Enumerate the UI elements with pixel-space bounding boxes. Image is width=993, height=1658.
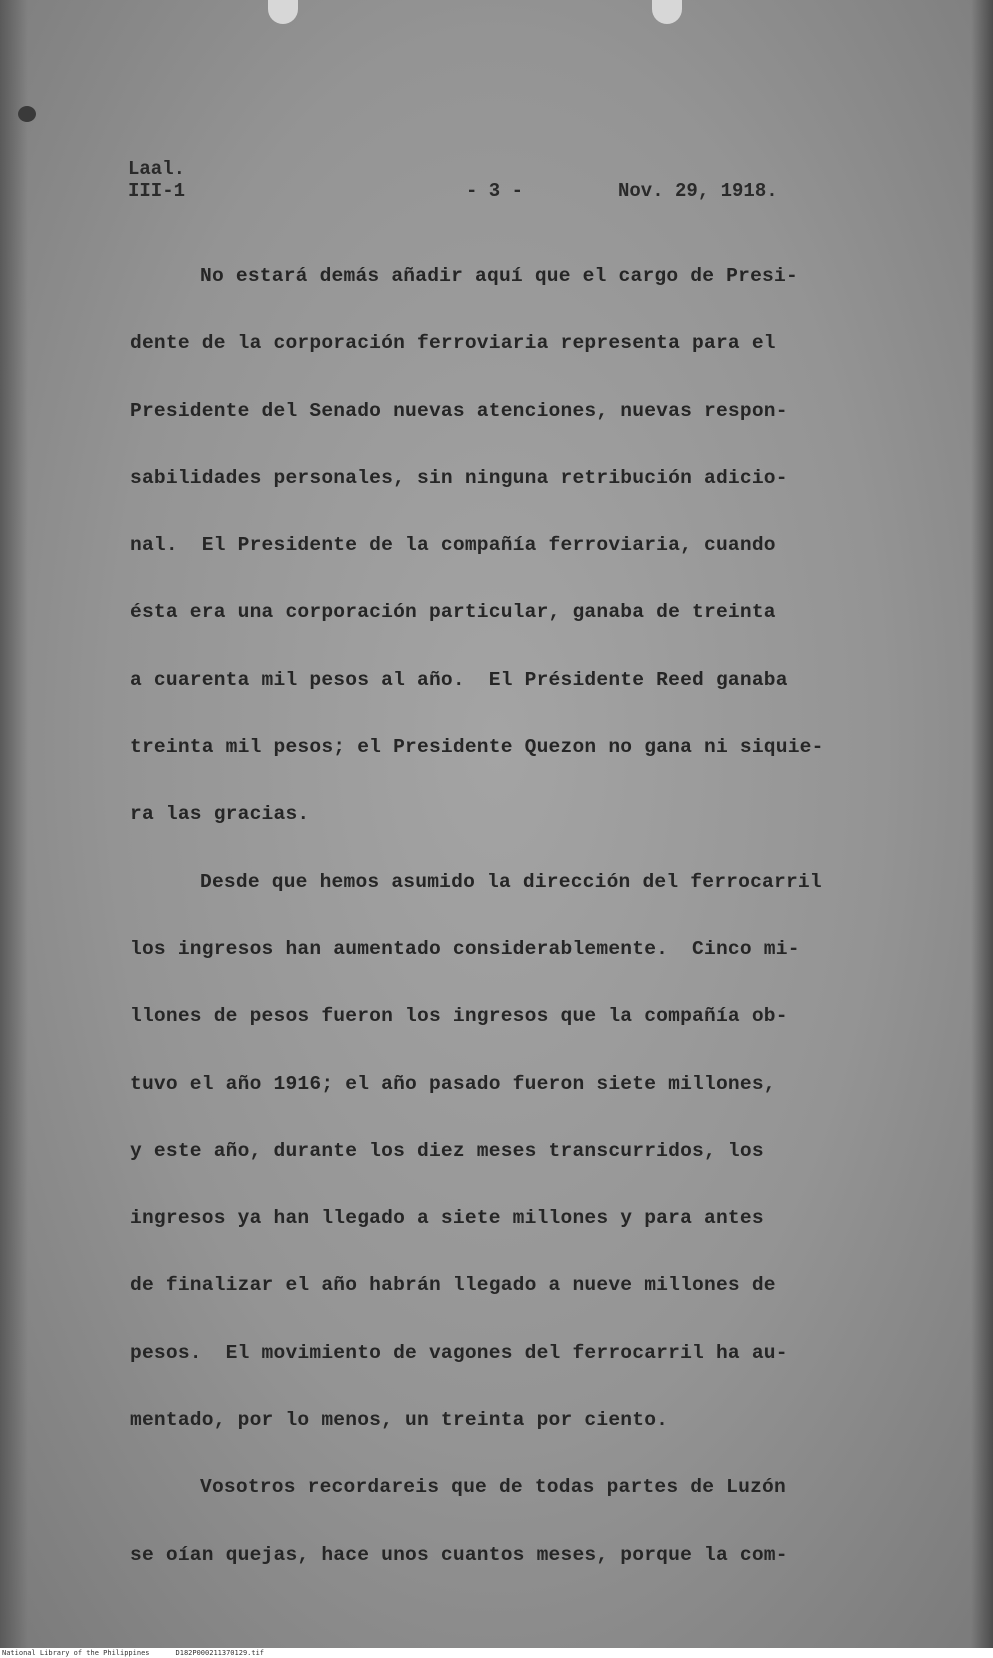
page-number: - 3 - [466, 180, 524, 202]
reference-line-2: III-1 [128, 180, 186, 202]
reference-code [128, 158, 185, 202]
paragraph-line: tuvo el año 1916; el año pasado fueron siete millones, [130, 1072, 776, 1095]
paragraph-line: y este año, durante los diez meses transcurridos, los [130, 1139, 764, 1162]
scan-footer [2, 1648, 290, 1658]
punch-hole [652, 0, 682, 24]
punch-hole [268, 0, 298, 24]
paragraph-line: ésta era una corporación particular, ganaba de treinta [130, 601, 776, 624]
paragraph-line: Presidente del Senado nuevas atenciones, nuevas respon- [130, 399, 788, 422]
paragraph-line: sabilidades personales, sin ninguna retribución adicio- [130, 466, 788, 489]
paragraph-line: Vosotros recordareis que de todas partes de Luzón [200, 1476, 786, 1499]
paragraph-line: nal. El Presidente de la compañía ferroviaria, cuando [130, 534, 776, 557]
paragraph-line: llones de pesos fueron los ingresos que la compañía ob- [130, 1005, 788, 1028]
paragraph-line: dente de la corporación ferroviaria representa para el [130, 332, 776, 355]
paragraph-line: los ingresos han aumentado considerablemente. Cinco mi- [130, 937, 800, 960]
reference-line-1: Laal. [128, 158, 186, 180]
paragraph-line: No estará demás añadir aquí que el cargo de Presi- [200, 265, 798, 287]
file-id: D182P000211370129.tif [175, 1649, 265, 1657]
page-edge-right [971, 0, 993, 1648]
paragraph-line: a cuarenta mil pesos al año. El Présidente Reed ganaba [130, 668, 788, 691]
paragraph-line: mentado, por lo menos, un treinta por ciento. [130, 1409, 669, 1432]
page-edge-left [0, 0, 28, 1648]
document-date: Nov. 29, 1918. [618, 180, 778, 202]
library-name: National Library of the Philippines [2, 1649, 150, 1657]
paragraph-line: Desde que hemos asumido la dirección del ferrocarril [200, 870, 822, 893]
paragraph-line: ra las gracias. [130, 803, 310, 826]
paragraph-line: treinta mil pesos; el Presidente Quezon no gana ni siquie- [130, 736, 824, 759]
paragraph-line: pesos. El movimiento de vagones del ferrocarril ha au- [130, 1341, 788, 1364]
ink-spot [18, 106, 36, 122]
paragraph-line: se oían quejas, hace unos cuantos meses, porque la com- [130, 1543, 788, 1566]
paragraph-line: de finalizar el año habrán llegado a nueve millones de [130, 1274, 776, 1297]
document-body [130, 262, 930, 1608]
paragraph-line: ingresos ya han llegado a siete millones y para antes [130, 1207, 764, 1230]
